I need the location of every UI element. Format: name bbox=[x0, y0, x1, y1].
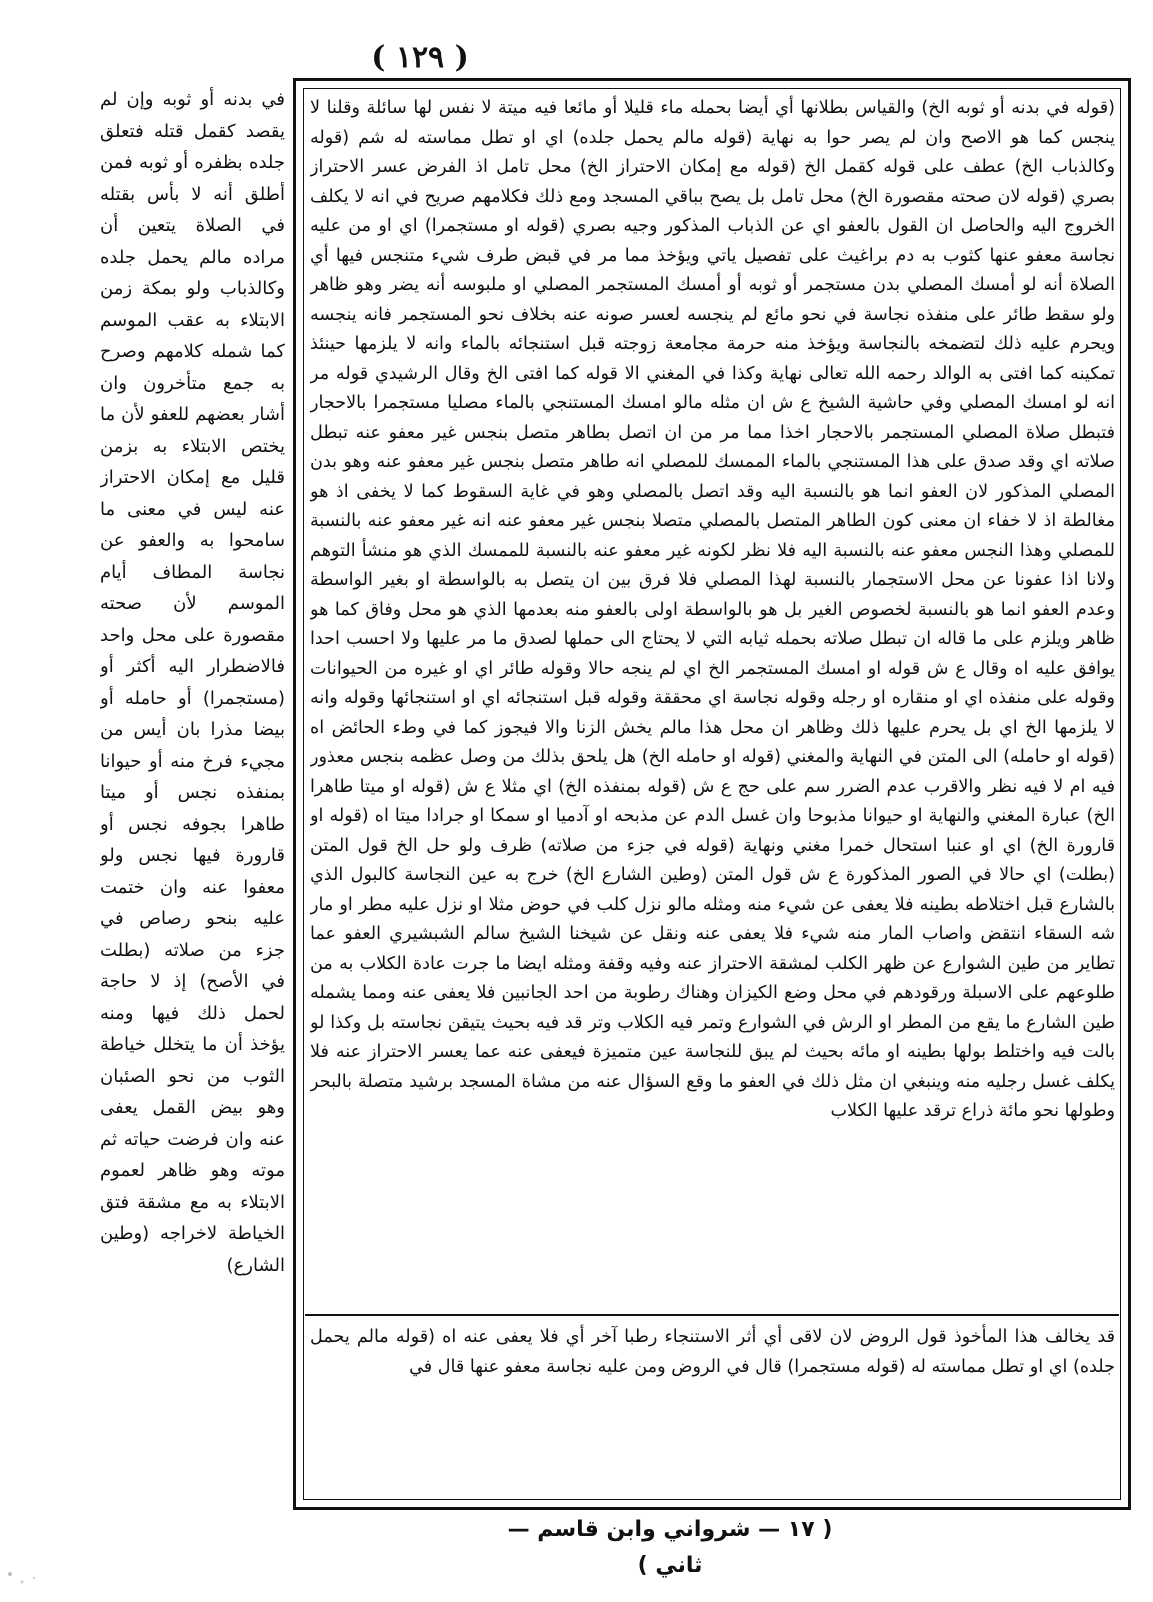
page-footer: ( ١٧ — شرواني وابن قاسم — ثاني ) bbox=[507, 1517, 833, 1578]
page-number: ( ١٢٩ ) bbox=[371, 40, 469, 75]
scan-smudge bbox=[0, 1560, 60, 1600]
footnote-text: قد يخالف هذا المأخوذ قول الروض لان لاقى أي أثر الاستنجاء رطبا آخر أي فلا يعفى عنه اه (قوله مالم يحمل جلده) اي او تطل مماسته له (قوله مستجمرا) قال في الروض ومن عليه نجاسة معفو عنها قال في bbox=[310, 1327, 1115, 1377]
footnote-divider bbox=[305, 1314, 1119, 1316]
main-commentary-text: (قوله في بدنه أو ثوبه الخ) والقياس بطلانها أي أيضا بحمله ماء قليلا أو مائعا فيه ميتة لا نفس لها سائلة وقلنا لا ينجس كما هو الاصح وان لم يصر حوا به نهاية (قوله مالم يحمل جلده) اي او تطل مماسته له شم (قوله وكالذباب الخ) عطف على قوله كقمل الخ (قوله مع إمكان الاحتراز الخ) محل تامل اذ الفرض عسر الاحتراز بصري (قوله لان صحته مقصورة الخ) محل تامل بل يصح بباقي المسجد ومع ذلك فكلامهم صريح في انه لا يكلف الخروج اليه والحاصل ان القول بالعفو اي عن الذباب المذكور وجيه بصري (قوله او مستجمرا) اي او من عليه نجاسة معفو عنها كثوب به دم براغيث على تفصيل ياتي ويؤخذ مما مر في قبض طرف شيء متنجس فيها أي الصلاة أنه لو أمسك المصلي بدن مستجمر أو ثوبه أو أمسك المستجمر المصلي او ملبوسه أنه يضر وهو ظاهر ولو سقط طائر على منفذه نجاسة في نحو مائع لم ينجسه لعسر صونه عنه بخلاف نحو المستجمر فانه ينجسه ويحرم عليه ذلك لتضمخه بالنجاسة ويؤخذ منه حرمة مجامعة زوجته قبل استنجائه بالماء وانه لا يلزمها حينئذ تمكينه كما افتى به الوالد رحمه الله تعالى نهاية وكذا في المغني الا قوله كما افتى الخ وقال الرشيدي قوله مر انه لو امسك المصلي وفي حاشية الشيخ ع ش ان مثله مالو امسك المستنجي بالماء مصليا مستجمرا بالاحجار فتبطل صلاة المصلي المستجمر بالاحجار اخذا مما مر من ان اتصل بطاهر متصل بنجس غير معفو عنه تبطل صلاته اي وقد صدق على هذا المستنجي بالماء الممسك للمصلي انه طاهر متصل بنجس غير معفو عنه وهو بدن المصلي المذكور لان العفو انما هو بالنسبة اليه وقد اتصل بالمصلي وهو في غاية السقوط كما لا يخفى اذ هو مغالطة اذ لا خفاء ان معنى كون الطاهر المتصل بالمصلي متصلا بنجس غير معفو عنه انه غير معفو عنه بالنسبة للمصلي وهذا النجس معفو عنه بالنسبة اليه فلا نظر لكونه غير معفو عنه بالنسبة للممسك الذي هو منشأ التوهم ولانا اذا عفونا عن محل الاستجمار بالنسبة لهذا المصلي فلا فرق بين ان يتصل به بالواسطة او بغير الواسطة وعدم العفو انما هو بالنسبة لخصوص الغير بل هو بالواسطة اولى بالعفو منه بعدمها الذي هو محل وفاق كما هو ظاهر ويلزم على ما قاله ان تبطل صلاته بحمله ثيابه التي لا يحتاج الى حملها لصدق ما مر عليها ولا احسب احدا يوافق عليه اه وقال ع ش قوله او امسك المستجمر الخ اي لم ينجه حالا وقوله طائر اي او غيره من الحيوانات وقوله على منفذه اي او منقاره او رجله وقوله نجاسة اي محققة وقوله قبل استنجائه اي او استنجائها وقوله وانه لا يلزمها الخ اي بل يحرم عليها ذلك وظاهر ان محل هذا مالم يخش الزنا والا فيجوز كما في وطء الحائض اه (قوله او حامله) الى المتن في النهاية والمغني (قوله او حامله الخ) هل يلحق بذلك من وصل عظمه بنجس معذور فيه ام لا فيه نظر والاقرب عدم الضرر سم على حج ع ش (قوله بمنفذه الخ) اي مثلا ع ش (قوله او ميتا طاهرا الخ) عبارة المغني والنهاية او حيوانا مذبوحا وان غسل الدم عن مذبحه او آدميا او سمكا او جرادا ميتا اه (قوله او قارورة الخ) اي او عنبا استحال خمرا مغني ونهاية (قوله في جزء من صلاته) ظرف ولو حل الخ قول المتن (بطلت) اي حالا في الصور المذكورة ع ش قول المتن (وطين الشارع الخ) خرج به عين النجاسة كالبول الذي بالشارع قبل اختلاطه بطينه فلا يعفى عن شيء منه ومثله مالو نزل كلب في حوض مثلا او نزل عليه مطر او مار شه السقاء انتقض واصاب المار منه شيء فلا يعفى عنه ونقل عن شيخنا الشيخ سالم الشبشيري العفو عما تطاير من طين الشوارع عن ظهر الكلب لمشقة الاحتراز عنه وفيه وقفة ومثله ايضا ما جرت عادة الكلاب به من طلوعهم على الاسبلة ورقودهم في محل وضع الكيزان وهناك رطوبة من احد الجانبين فلا يعفى عنه ومما يشمله طين الشارع ما يقع من المطر او الرش في الشوارع وتمر فيه الكلاب وتر قد فيه بحيث يتيقن نجاسته بل وكذا لو بالت فيه واختلط بولها بطينه او مائه بحيث لم يبق للنجاسة عين متميزة فيعفى عنه عما يعسر الاحتراز عنه فلا يكلف غسل رجليه منه وينبغي ان مثل ذلك في العفو ما وقع السؤال عنه من مشاة المسجد برشيد متصلة بالبحر وطولها نحو مائة ذراع ترقد عليها الكلاب bbox=[310, 98, 1115, 1121]
margin-matn-text: في بدنه أو ثوبه وإن لم يقصد كقمل قتله فتعلق جلده بظفره أو ثوبه فمن أطلق أنه لا بأس بقتله في الصلاة يتعين أن مراده مالم يحمل جلده وكالذباب ولو بمكة زمن الابتلاء به عقب الموسم كما شمله كلامهم وصرح به جمع متأخرون وان أشار بعضهم للعفو لأن ما يختص الابتلاء به بزمن قليل مع إمكان الاحتراز عنه ليس في معنى ما سامحوا به والعفو عن نجاسة المطاف أيام الموسم لأن صحته مقصورة على محل واحد فالاضطرار اليه أكثر أو (مستجمرا) أو حامله أو بيضا مذرا بان أيس من مجيء فرخ منه أو حيوانا بمنفذه نجس أو ميتا طاهرا بجوفه نجس أو قارورة فيها نجس ولو معفوا عنه وان ختمت عليه بنحو رصاص في جزء من صلاته (بطلت في الأصح) إذ لا حاجة لحمل ذلك فيها ومنه يؤخذ أن ما يتخلل خياطة الثوب من نحو الصئبان وهو بيض القمل يعفى عنه وان فرضت حياته ثم موته وهو ظاهر لعموم الابتلاء به مع مشقة فتق الخياطة لاخراجه (وطين الشارع) bbox=[100, 89, 285, 1276]
